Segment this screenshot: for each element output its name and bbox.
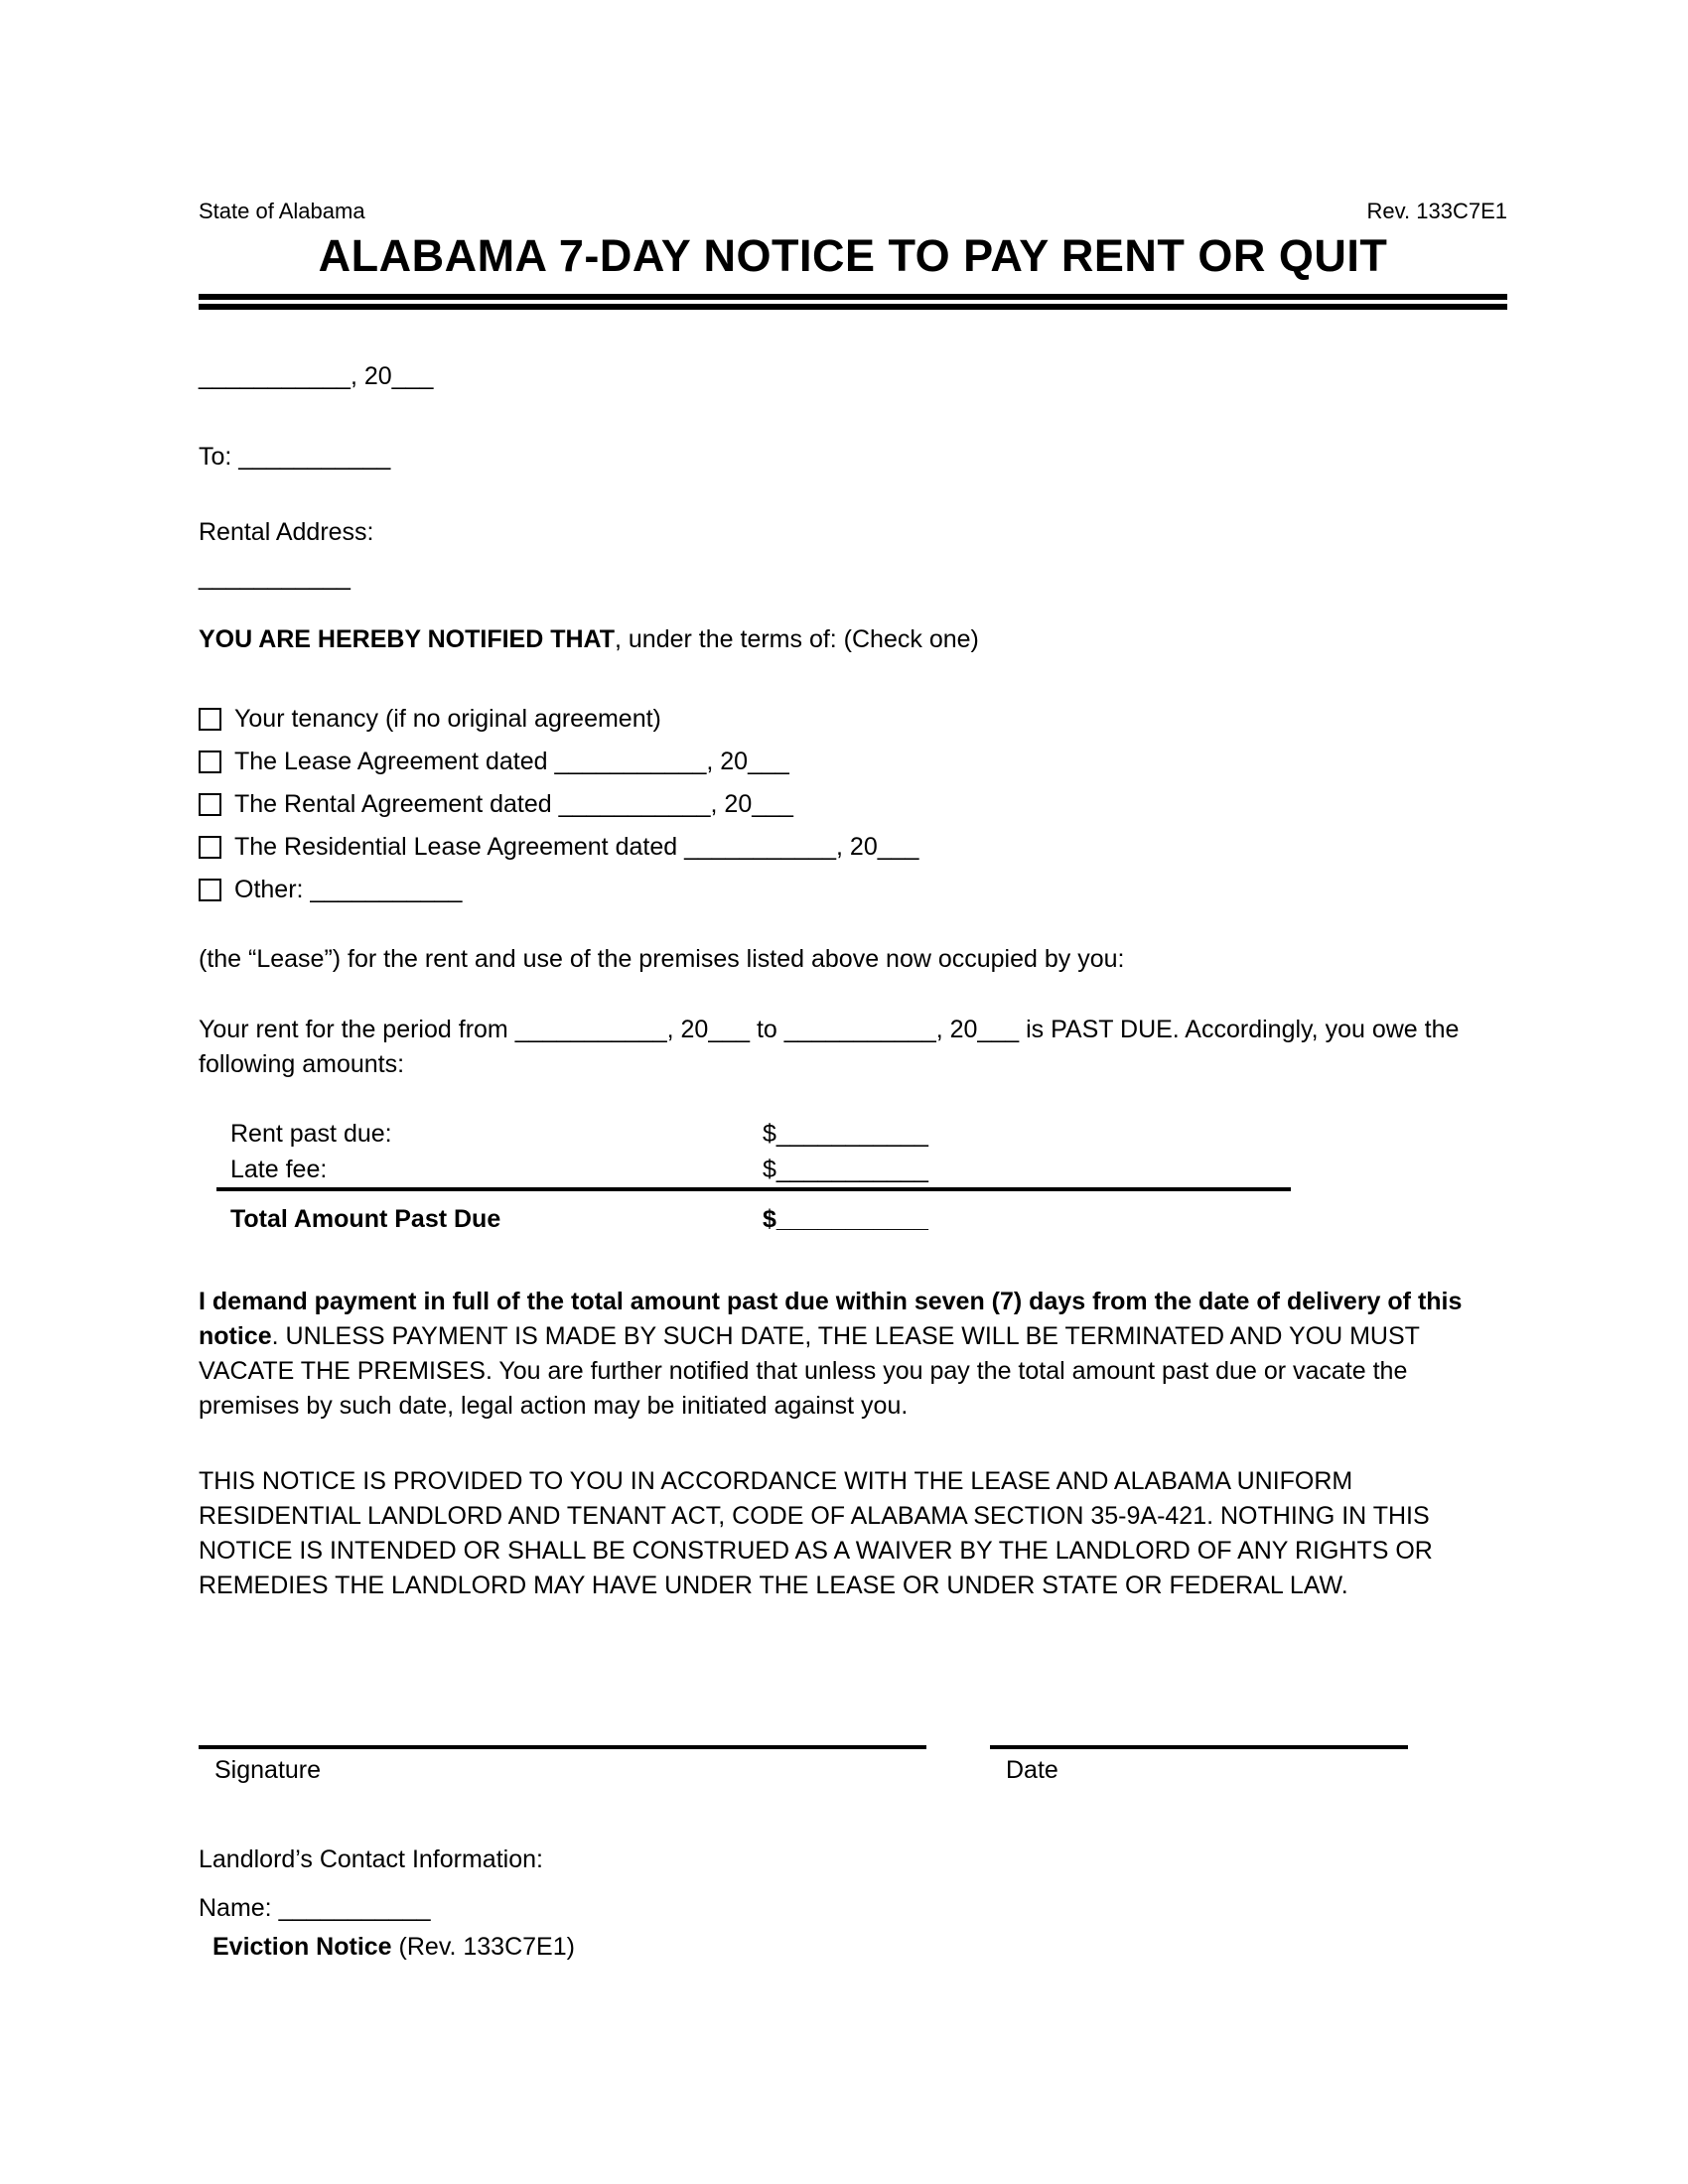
divider-bar-top <box>199 294 1507 300</box>
demand-rest-text: . UNLESS PAYMENT IS MADE BY SUCH DATE, THE LEASE WILL BE TERMINATED AND YOU MUST VACATE THE PREMISES. You are further notified that unless you pay the total amount past due or vacate the premises by such date, legal action may be initiated against you. <box>199 1322 1420 1420</box>
signature-block <box>199 1745 1507 1788</box>
demand-bold-text: I demand payment in full of the total amount past due within seven (7) days from the date of delivery of this notice <box>199 1288 1463 1350</box>
total-label: Total Amount Past Due <box>230 1205 501 1233</box>
notified-rest-text: , under the terms of: (Check one) <box>615 625 979 653</box>
page-title: ALABAMA 7-DAY NOTICE TO PAY RENT OR QUIT <box>318 230 1388 281</box>
amount-row-late-fee <box>216 1152 1291 1187</box>
checkbox-label: The Rental Agreement dated ___________, 20___ <box>234 790 793 818</box>
signature-column <box>199 1745 926 1788</box>
divider-bar-bottom <box>199 304 1507 310</box>
to-line: To: ___________ <box>199 443 391 471</box>
notified-bold-text: YOU ARE HEREBY NOTIFIED THAT <box>199 625 616 653</box>
amount-row-rent <box>216 1116 1291 1152</box>
legal-notice-paragraph: THIS NOTICE IS PROVIDED TO YOU IN ACCORDANCE WITH THE LEASE AND ALABAMA UNIFORM RESIDENTIAL LANDLORD AND TENANT ACT, CODE OF ALABAMA SECTION 35-9A-421. NOTHING IN THIS NOTICE IS INTENDED OR SHALL BE CONSTRUED AS A WAIVER BY THE LANDLORD OF ANY RIGHTS OR REMEDIES THE LANDLORD MAY HAVE UNDER THE LEASE OR UNDER STATE OR FEDERAL LAW. <box>199 1467 1433 1599</box>
doc-name-rest: (Rev. 133C7E1) <box>391 1933 575 1961</box>
amount-label: Rent past due: <box>230 1120 392 1148</box>
revision-label: Rev. 133C7E1 <box>1366 199 1507 223</box>
contact-heading: Landlord’s Contact Information: <box>199 1845 543 1873</box>
checkbox-row-tenancy <box>199 698 1507 741</box>
amount-value-blank: $___________ <box>763 1156 928 1183</box>
checkbox-icon[interactable] <box>199 751 221 773</box>
amount-value-blank: $___________ <box>763 1120 928 1148</box>
checkbox-row-lease-agreement <box>199 741 1507 783</box>
notice-date-blank: ___________, 20___ <box>199 362 434 390</box>
signature-label: Signature <box>214 1756 322 1784</box>
amount-row-total <box>216 1187 1291 1237</box>
document-header <box>199 199 1507 224</box>
checkbox-label: The Lease Agreement dated ___________, 20___ <box>234 748 789 775</box>
document-footer <box>199 1930 1507 1965</box>
checkbox-row-residential-lease <box>199 826 1507 869</box>
checkbox-icon[interactable] <box>199 879 221 901</box>
lease-clause: (the “Lease”) for the rent and use of the premises listed above now occupied by you: <box>199 945 1125 973</box>
checkbox-label: Your tenancy (if no original agreement) <box>234 705 661 733</box>
rent-due-paragraph: Your rent for the period from ___________, 20___ to ___________, 20___ is PAST DUE. Accordingly, you owe the following amounts: <box>199 1016 1460 1078</box>
total-value-blank: $___________ <box>763 1205 928 1233</box>
checkbox-row-rental-agreement <box>199 783 1507 826</box>
state-label: State of Alabama <box>199 199 365 223</box>
amounts-table <box>216 1116 1291 1237</box>
demand-paragraph <box>199 1285 1507 1424</box>
notified-statement <box>199 622 1507 657</box>
checkbox-icon[interactable] <box>199 708 221 731</box>
doc-name-bold: Eviction Notice <box>212 1933 392 1961</box>
rental-address-blank: ___________ <box>199 563 351 591</box>
rental-address-label: Rental Address: <box>199 518 374 546</box>
title-divider <box>199 294 1507 310</box>
checkbox-label: The Residential Lease Agreement dated ___________, 20___ <box>234 833 919 861</box>
checkbox-icon[interactable] <box>199 793 221 816</box>
landlord-name-line: Name: ___________ <box>199 1894 431 1922</box>
checkbox-row-other <box>199 869 1507 911</box>
amount-label: Late fee: <box>230 1156 328 1183</box>
checkbox-icon[interactable] <box>199 836 221 859</box>
checkbox-label: Other: ___________ <box>234 876 463 903</box>
date-label: Date <box>1006 1756 1058 1784</box>
agreement-checkbox-list <box>199 698 1507 911</box>
date-column <box>990 1745 1408 1788</box>
